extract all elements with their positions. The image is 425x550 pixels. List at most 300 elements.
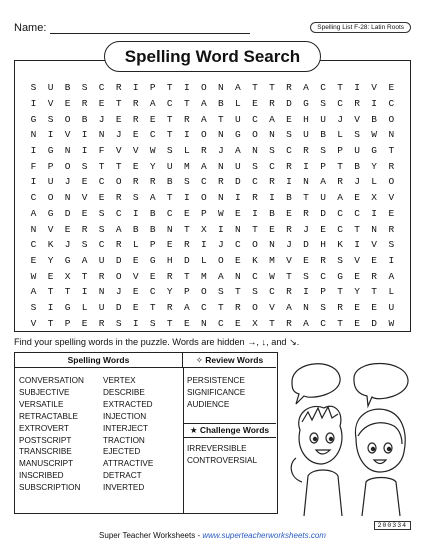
grid-letter: C [320,82,326,94]
grid-letter: C [149,129,156,141]
review-word: AUDIENCE [187,399,230,409]
grid-letter: S [388,239,395,251]
grid-row [25,158,400,174]
grid-letter: B [286,192,292,204]
grid-letter: E [47,270,54,282]
grid-row [25,300,400,316]
grid-letter: E [371,254,377,266]
grid-letter: T [149,301,156,313]
grid-letter: R [320,254,326,266]
grid-letter: N [252,145,258,157]
grid-letter: R [269,176,275,188]
challenge-words-header: ★ Challenge Words [183,423,276,438]
grid-letter: T [388,145,395,157]
grid-letter: J [354,176,360,188]
grid-letter: L [371,176,377,188]
grid-letter: P [320,160,326,172]
grid-letter: S [252,160,258,172]
grid-letter: A [303,317,309,329]
grid-letter: R [286,286,292,298]
grid-letter: T [303,192,309,204]
grid-letter: V [269,301,275,313]
grid-letter: W [388,317,395,329]
grid-letter: G [47,145,54,157]
grid-letter: R [286,160,292,172]
spelling-word: VERTEX [103,376,136,385]
grid-letter: A [115,223,122,235]
grid-letter: H [303,113,309,125]
grid-letter: C [30,239,37,251]
grid-letter: R [115,192,122,204]
grid-letter: R [98,270,105,282]
grid-letter: D [371,317,377,329]
grid-letter: D [64,207,71,219]
grid-letter: X [252,317,258,329]
grid-letter: I [132,317,139,329]
grid-letter: G [371,145,377,157]
grid-letter: P [47,160,54,172]
grid-letter: T [286,270,292,282]
grid-letter: J [115,129,122,141]
grid-letter: Y [354,286,360,298]
grid-letter: O [64,113,71,125]
grid-letter: D [303,239,309,251]
grid-letter: I [354,239,360,251]
grid-letter: S [132,192,139,204]
grid-letter: W [218,207,224,219]
grid-letter: E [183,207,190,219]
grid-letter: R [166,301,173,313]
grid-letter: P [149,239,156,251]
footer-url[interactable]: www.superteacherworksheets.com [202,531,326,540]
grid-letter: R [286,82,292,94]
grid-letter: S [81,239,88,251]
grid-letter: B [64,82,71,94]
grid-letter: C [320,317,326,329]
grid-letter: I [81,129,88,141]
grid-letter: A [269,113,275,125]
grid-letter: N [218,192,224,204]
grid-letter: V [64,129,71,141]
grid-letter: U [166,160,173,172]
grid-letter: E [98,192,105,204]
grid-letter: C [269,160,275,172]
grid-letter: E [235,207,241,219]
grid-letter: L [337,129,343,141]
grid-letter: A [320,176,326,188]
grid-letter: W [371,129,377,141]
name-label: Name: [14,22,47,34]
spelling-word: CONVERSATION [19,376,84,385]
grid-letter: C [98,82,105,94]
grid-letter: M [183,160,190,172]
grid-letter: E [235,254,241,266]
review-words-header: ✧ Review Words [183,353,276,368]
grid-letter: A [388,270,395,282]
grid-letter: O [47,192,54,204]
grid-letter: C [218,317,224,329]
grid-letter: V [354,113,360,125]
grid-letter: C [252,113,258,125]
grid-letter: N [200,317,207,329]
grid-letter: G [235,129,241,141]
grid-letter: U [303,129,309,141]
grid-letter: D [286,98,292,110]
grid-letter: J [218,239,224,251]
spelling-word: TRACTION [103,435,145,445]
grid-letter: L [200,254,207,266]
grid-letter: D [320,207,326,219]
grid-letter: P [183,286,190,298]
grid-letter: S [47,113,54,125]
grid-letter: V [47,98,54,110]
grid-letter: J [64,239,71,251]
grid-letter: I [183,82,190,94]
grid-letter: R [354,98,360,110]
grid-letter: X [200,223,207,235]
grid-letter: R [303,207,309,219]
grid-letter: J [115,286,122,298]
grid-letter: O [388,113,395,125]
grid-letter: I [183,129,190,141]
column-divider [183,368,184,513]
grid-letter: S [98,207,105,219]
grid-letter: R [371,270,377,282]
grid-letter: E [81,176,88,188]
grid-letter: I [30,176,37,188]
spelling-words-column-2 [103,375,153,494]
grid-letter: N [303,301,309,313]
grid-letter: U [47,82,54,94]
grid-letter: C [337,98,343,110]
grid-letter: V [286,254,292,266]
grid-letter: Y [166,286,173,298]
grid-letter: S [115,317,122,329]
grid-letter: A [235,145,241,157]
grid-letter: S [320,301,326,313]
grid-letter: T [183,223,190,235]
grid-letter: N [98,286,105,298]
grid-letter: T [235,286,241,298]
grid-letter: M [200,270,207,282]
grid-letter: T [166,113,173,125]
grid-letter: R [235,301,241,313]
grid-letter: R [81,223,88,235]
grid-letter: I [286,176,292,188]
grid-letter: N [30,129,37,141]
spelling-word: EXTRACTED [103,399,153,409]
grid-letter: J [303,223,309,235]
grid-letter: S [354,129,360,141]
grid-letter: R [132,98,139,110]
grid-letter: I [269,192,275,204]
footer [0,531,425,540]
grid-letter: J [64,176,71,188]
grid-letter: N [98,129,105,141]
grid-letter: C [354,207,360,219]
grid-letter: O [200,82,207,94]
grid-letter: C [149,286,156,298]
grid-letter: C [286,145,292,157]
grid-row [25,111,400,127]
grid-letter: D [183,254,190,266]
grid-letter: T [252,82,258,94]
grid-letter: R [183,239,190,251]
name-row [14,22,250,34]
grid-letter: O [64,160,71,172]
grid-row [25,253,400,269]
spelling-word: EXTROVERT [19,423,69,433]
grid-letter: R [115,239,122,251]
grid-letter: C [337,223,343,235]
spelling-word: TRANSCRIBE [19,447,72,457]
instructions: Find your spelling words in the puzzle. Words are hidden →, ↓, and ↘. [14,337,300,347]
grid-letter: R [337,301,343,313]
grid-letter: T [269,82,275,94]
grid-letter: N [303,176,309,188]
grid-letter: P [200,207,207,219]
grid-row [25,80,400,96]
grid-letter: C [200,176,207,188]
grid-letter: R [115,82,122,94]
grid-letter: O [200,286,207,298]
grid-letter: U [235,160,241,172]
grid-letter: J [286,239,292,251]
grid-letter: B [166,176,173,188]
worksheet-code: 200334 [374,521,411,530]
word-box [14,352,278,514]
grid-letter: R [183,113,190,125]
spelling-word: DESCRIBE [103,387,145,397]
grid-letter: U [320,113,326,125]
grid-letter: U [235,113,241,125]
grid-letter: E [115,113,122,125]
grid-letter: U [98,254,105,266]
grid-letter: E [371,301,377,313]
grid-letter: R [166,270,173,282]
grid-letter: G [337,270,343,282]
grid-letter: P [320,286,326,298]
grid-letter: W [30,270,37,282]
grid-letter: A [81,254,88,266]
grid-letter: R [132,113,139,125]
grid-letter: C [269,286,275,298]
grid-letter: O [252,239,258,251]
grid-letter: S [81,82,88,94]
grid-letter: T [218,113,224,125]
grid-letter: I [235,192,241,204]
grid-letter: R [303,145,309,157]
grid-letter: C [30,192,37,204]
grid-letter: H [320,239,326,251]
grid-letter: T [166,129,173,141]
grid-letter: T [252,223,258,235]
grid-row [25,174,400,190]
grid-letter: N [166,223,173,235]
grid-letter: B [149,223,156,235]
grid-letter: E [98,98,105,110]
grid-letter: I [132,207,139,219]
grid-letter: C [200,301,207,313]
grid-letter: I [252,207,258,219]
grid-letter: S [183,176,190,188]
grid-letter: I [47,129,54,141]
grid-letter: E [64,223,71,235]
grid-letter: E [64,98,71,110]
grid-letter: B [371,113,377,125]
grid-letter: R [286,223,292,235]
grid-letter: S [30,82,37,94]
review-word: PERSISTENCE [187,376,245,385]
spelling-word: SUBJECTIVE [19,387,70,397]
grid-letter: T [269,317,275,329]
grid-letter: S [149,317,156,329]
grid-letter: E [132,301,139,313]
grid-letter: N [235,270,241,282]
grid-letter: T [354,223,360,235]
grid-letter: G [30,113,37,125]
grid-letter: P [64,317,71,329]
grid-letter: T [166,317,173,329]
spelling-word: INSCRIBED [19,471,64,481]
spelling-word: INJECTION [103,411,147,421]
grid-letter: E [354,317,360,329]
spelling-word: ATTRACTIVE [103,459,154,469]
grid-letter: B [149,207,156,219]
boy-figure [291,406,342,516]
grid-letter: S [252,286,258,298]
challenge-word: IRREVERSIBLE [187,444,247,453]
grid-letter: E [149,113,156,125]
page-title: Spelling Word Search [104,41,321,72]
grid-letter: T [218,301,224,313]
grid-letter: C [166,207,173,219]
grid-letter: E [252,98,258,110]
grid-letter: E [286,113,292,125]
grid-letter: R [269,98,275,110]
grid-letter: C [252,176,258,188]
grid-letter: I [303,160,309,172]
grid-letter: I [200,239,207,251]
grid-letter: T [337,286,343,298]
grid-letter: T [183,98,190,110]
grid-letter: U [320,192,326,204]
grid-letter: L [81,301,88,313]
grid-letter: E [235,317,241,329]
grid-letter: A [149,98,156,110]
grid-letter: E [303,254,309,266]
grid-letter: N [30,223,37,235]
grid-letter: T [166,82,173,94]
grid-letter: I [371,207,377,219]
grid-letter: X [371,192,377,204]
grid-row [25,190,400,206]
grid-letter: I [354,82,360,94]
grid-letter: N [388,129,395,141]
review-words-list [187,375,245,411]
grid-letter: P [337,145,343,157]
speech-bubble-right [354,364,408,407]
grid-letter: C [98,176,105,188]
grid-letter: A [286,301,292,313]
grid-letter: C [235,239,241,251]
grid-letter: B [81,113,88,125]
grid-letter: O [388,176,395,188]
grid-letter: S [337,254,343,266]
grid-row [25,221,400,237]
grid-letter: N [371,223,377,235]
grid-letter: E [81,207,88,219]
grid-letter: I [81,145,88,157]
grid-letter: M [269,254,275,266]
grid-letter: Y [149,160,156,172]
grid-letter: C [115,207,122,219]
grid-letter: S [98,223,105,235]
grid-letter: V [81,192,88,204]
grid-letter: K [47,239,54,251]
grid-row [25,315,400,331]
grid-letter: V [132,270,139,282]
grid-letter: O [218,254,224,266]
challenge-words-list [187,443,257,467]
grid-letter: I [47,301,54,313]
grid-letter: E [388,82,395,94]
grid-letter: I [303,286,309,298]
grid-letter: I [371,98,377,110]
grid-letter: A [149,192,156,204]
grid-letter: R [218,176,224,188]
grid-letter: N [64,145,71,157]
grid-row [25,237,400,253]
grid-letter: O [115,270,122,282]
grid-letter: A [30,286,37,298]
grid-letter: E [320,223,326,235]
grid-letter: S [166,145,173,157]
grid-letter: X [64,270,71,282]
grid-letter: V [354,254,360,266]
grid-letter: B [320,129,326,141]
grid-letter: U [98,301,105,313]
grid-letter: C [98,239,105,251]
grid-letter: T [183,270,190,282]
grid-letter: V [30,317,37,329]
grid-letter: A [218,270,224,282]
grid-letter: A [30,207,37,219]
grid-letter: B [354,160,360,172]
grid-letter: I [218,223,224,235]
grid-letter: J [98,113,105,125]
grid-letter: Y [371,160,377,172]
grid-letter: S [81,160,88,172]
grid-letter: T [47,286,54,298]
grid-letter: O [200,192,207,204]
grid-row [25,96,400,112]
grid-letter: N [269,239,275,251]
grid-letter: T [64,286,71,298]
grid-row [25,206,400,222]
grid-row [25,143,400,159]
grid-letter: L [132,239,139,251]
kids-illustration [282,352,412,516]
grid-letter: V [371,82,377,94]
grid-letter: G [47,207,54,219]
grid-letter: C [337,207,343,219]
spelling-word: INVERTED [103,483,145,493]
speech-bubble-left [292,364,340,404]
grid-letter: L [235,98,241,110]
grid-letter: W [269,270,275,282]
grid-letter: D [115,254,122,266]
